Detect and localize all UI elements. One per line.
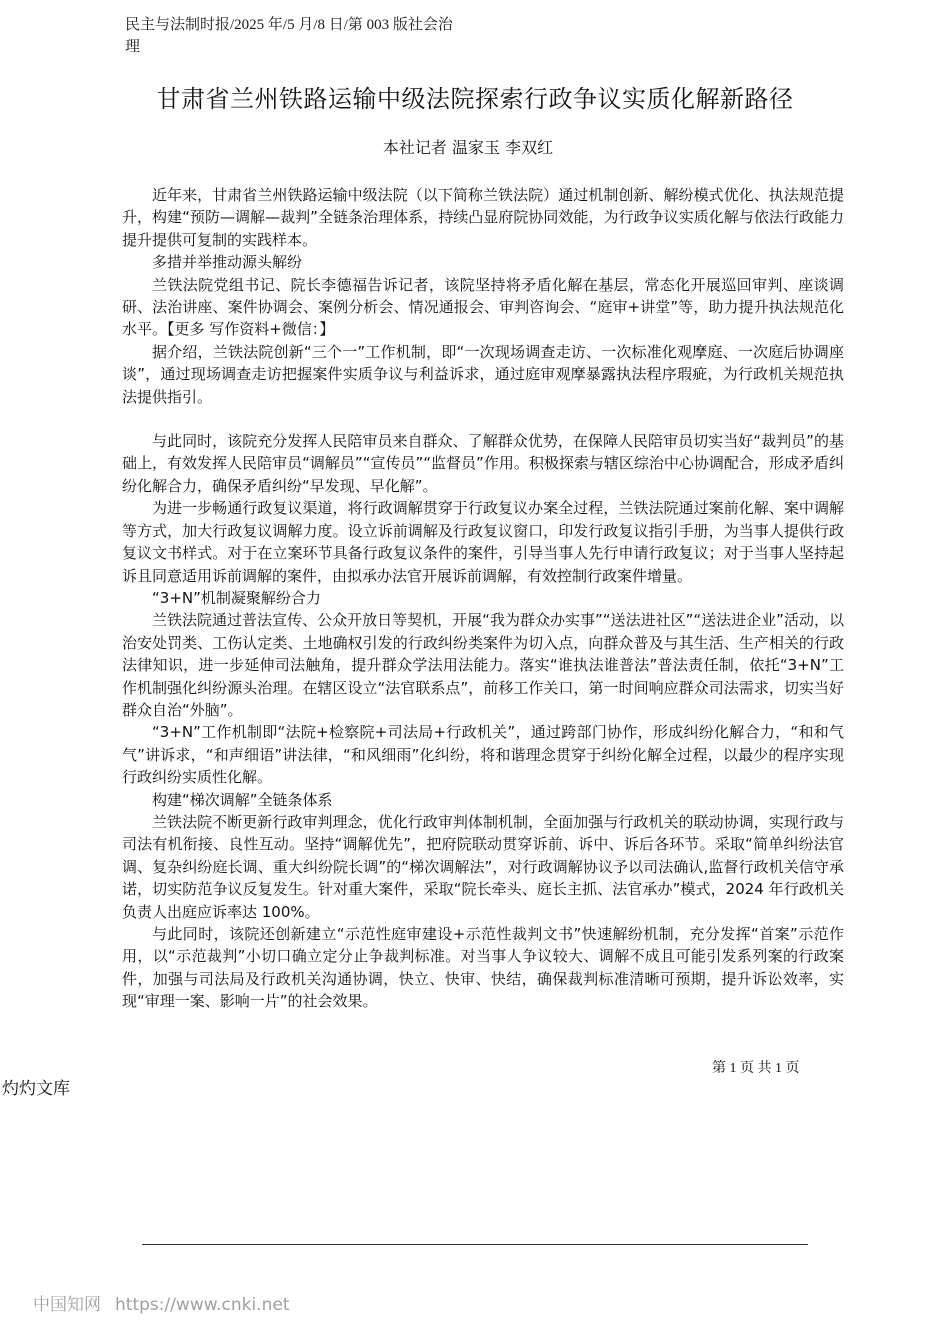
paragraph: 据介绍，兰铁法院创新“三个一”工作机制，即“一次现场调查走访、一次标准化观摩庭、一次庭后协调座谈”，通过现场调查走访把握案件实质争议与利益诉求，通过庭审观摩暴露执法程序瑕疵，为行政机关规范执法提供指引。 xyxy=(122,342,844,406)
footer-divider xyxy=(142,1244,808,1245)
article-title: 甘肃省兰州铁路运输中级法院探索行政争议实质化解新路径 xyxy=(156,85,794,113)
paragraph: 兰铁法院党组书记、院长李德福告诉记者，该院坚持将矛盾化解在基层，常态化开展巡回审判、座谈调研、法治讲座、案件协调会、案例分析会、情况通报会、审判咨询会、“庭审+讲堂”等，助力提升执法规范化水平。【更多 写作资料+微信：】 xyxy=(122,275,844,339)
cnki-footer xyxy=(33,1294,289,1316)
cnki-url-link[interactable]: https://www.cnki.net xyxy=(115,1295,290,1315)
source-line: 民主与法制时报/2025 年/5 月/8 日/第 003 版社会治理 xyxy=(125,17,453,55)
article-body xyxy=(122,184,844,1013)
paragraph: 近年来，甘肃省兰州铁路运输中级法院（以下简称兰铁法院）通过机制创新、解纷模式优化、执法规范提升，构建“预防—调解—裁判”全链条治理体系，持续凸显府院协同效能，为行政争议实质化解与依法行政能力提升提供可复制的实践样本。 xyxy=(122,186,844,249)
paragraph: 与此同时，该院还创新建立“示范性庭审建设+示范性裁判文书”快速解纷机制，充分发挥“首案”示范作用，以“示范裁判”小切口确立定分止争裁判标准。对当事人争议较大、调解不成且可能引发系列案的行政案件，加强与司法局及行政机关沟通协调，快立、快审、快结，确保裁判标准清晰可预期，提升诉讼效率，实现“审理一案、影响一片”的社会效果。 xyxy=(122,925,844,1011)
paragraph: 兰铁法院通过普法宣传、公众开放日等契机，开展“我为群众办实事”“送法进社区”“送法进企业”活动，以治安处罚类、工伤认定类、土地确权引发的行政纠纷类案件为切入点，向群众普及与其生活、生产相关的行政法律知识，进一步延伸司法触角，提升群众学法用法能力。落实“谁执法谁普法”普法责任制，依托“3+N”工作机制强化纠纷源头治理。在辖区设立“法官联系点”，前移工作关口，第一时间响应群众司法需求，切实当好群众自治“外脑”。 xyxy=(122,611,844,719)
cnki-logo-text: 中国知网 xyxy=(33,1295,101,1315)
watermark-text: 灼灼文库 xyxy=(2,1079,70,1099)
paragraph: 为进一步畅通行政复议渠道，将行政调解贯穿于行政复议办案全过程，兰铁法院通过案前化解、案中调解等方式，加大行政复议调解力度。设立诉前调解及行政复议窗口，印发行政复议指引手册，为当事人提供行政复议文书样式。对于在立案环节具备行政复议条件的案件，引导当事人先行申请行政复议；对于当事人坚持起诉且同意适用诉前调解的案件，由拟承办法官开展诉前调解，有效控制行政案件增量。 xyxy=(122,499,844,585)
section-heading: “3+N”机制凝聚解纷合力 xyxy=(152,588,321,607)
byline: 本社记者 温家玉 李双红 xyxy=(382,138,554,157)
section-heading: 多措并举推动源头解纷 xyxy=(152,253,303,272)
section-heading: 构建“梯次调解”全链条体系 xyxy=(152,790,333,809)
paragraph: 兰铁法院不断更新行政审判理念，优化行政审判体制机制，全面加强与行政机关的联动协调，实现行政与司法有机衔接、良性互动。坚持“调解优先”，把府院联动贯穿诉前、诉中、诉后各环节。采取“简单纠纷法官调、复杂纠纷庭长调、重大纠纷院长调”的“梯次调解法”，对行政调解协议予以司法确认,监督行政机关信守承诺，切实防范争议反复发生。针对重大案件，采取“院长牵头、庭长主抓、法官承办”模式，2024 年行政机关负责人出庭应诉率达 100%。 xyxy=(122,812,844,921)
paragraph: “3+N”工作机制即“法院+检察院+司法局+行政机关”，通过跨部门协作，形成纠纷化解合力，“和和气气”讲诉求，“和声细语”讲法律，“和风细雨”化纠纷，将和谐理念贯穿于纠纷化解全过程，以最少的程序实现行政纠纷实质性化解。 xyxy=(122,723,844,787)
page-counter: 第 1 页 共 1 页 xyxy=(712,1061,800,1076)
paragraph: 与此同时，该院充分发挥人民陪审员来自群众、了解群众优势，在保障人民陪审员切实当好“裁判员”的基础上，有效发挥人民陪审员“调解员”“宣传员”“监督员”作用。积极探索与辖区综治中心协调配合，形成矛盾纠纷化解合力，确保矛盾纠纷“早发现、早化解”。 xyxy=(122,432,844,495)
